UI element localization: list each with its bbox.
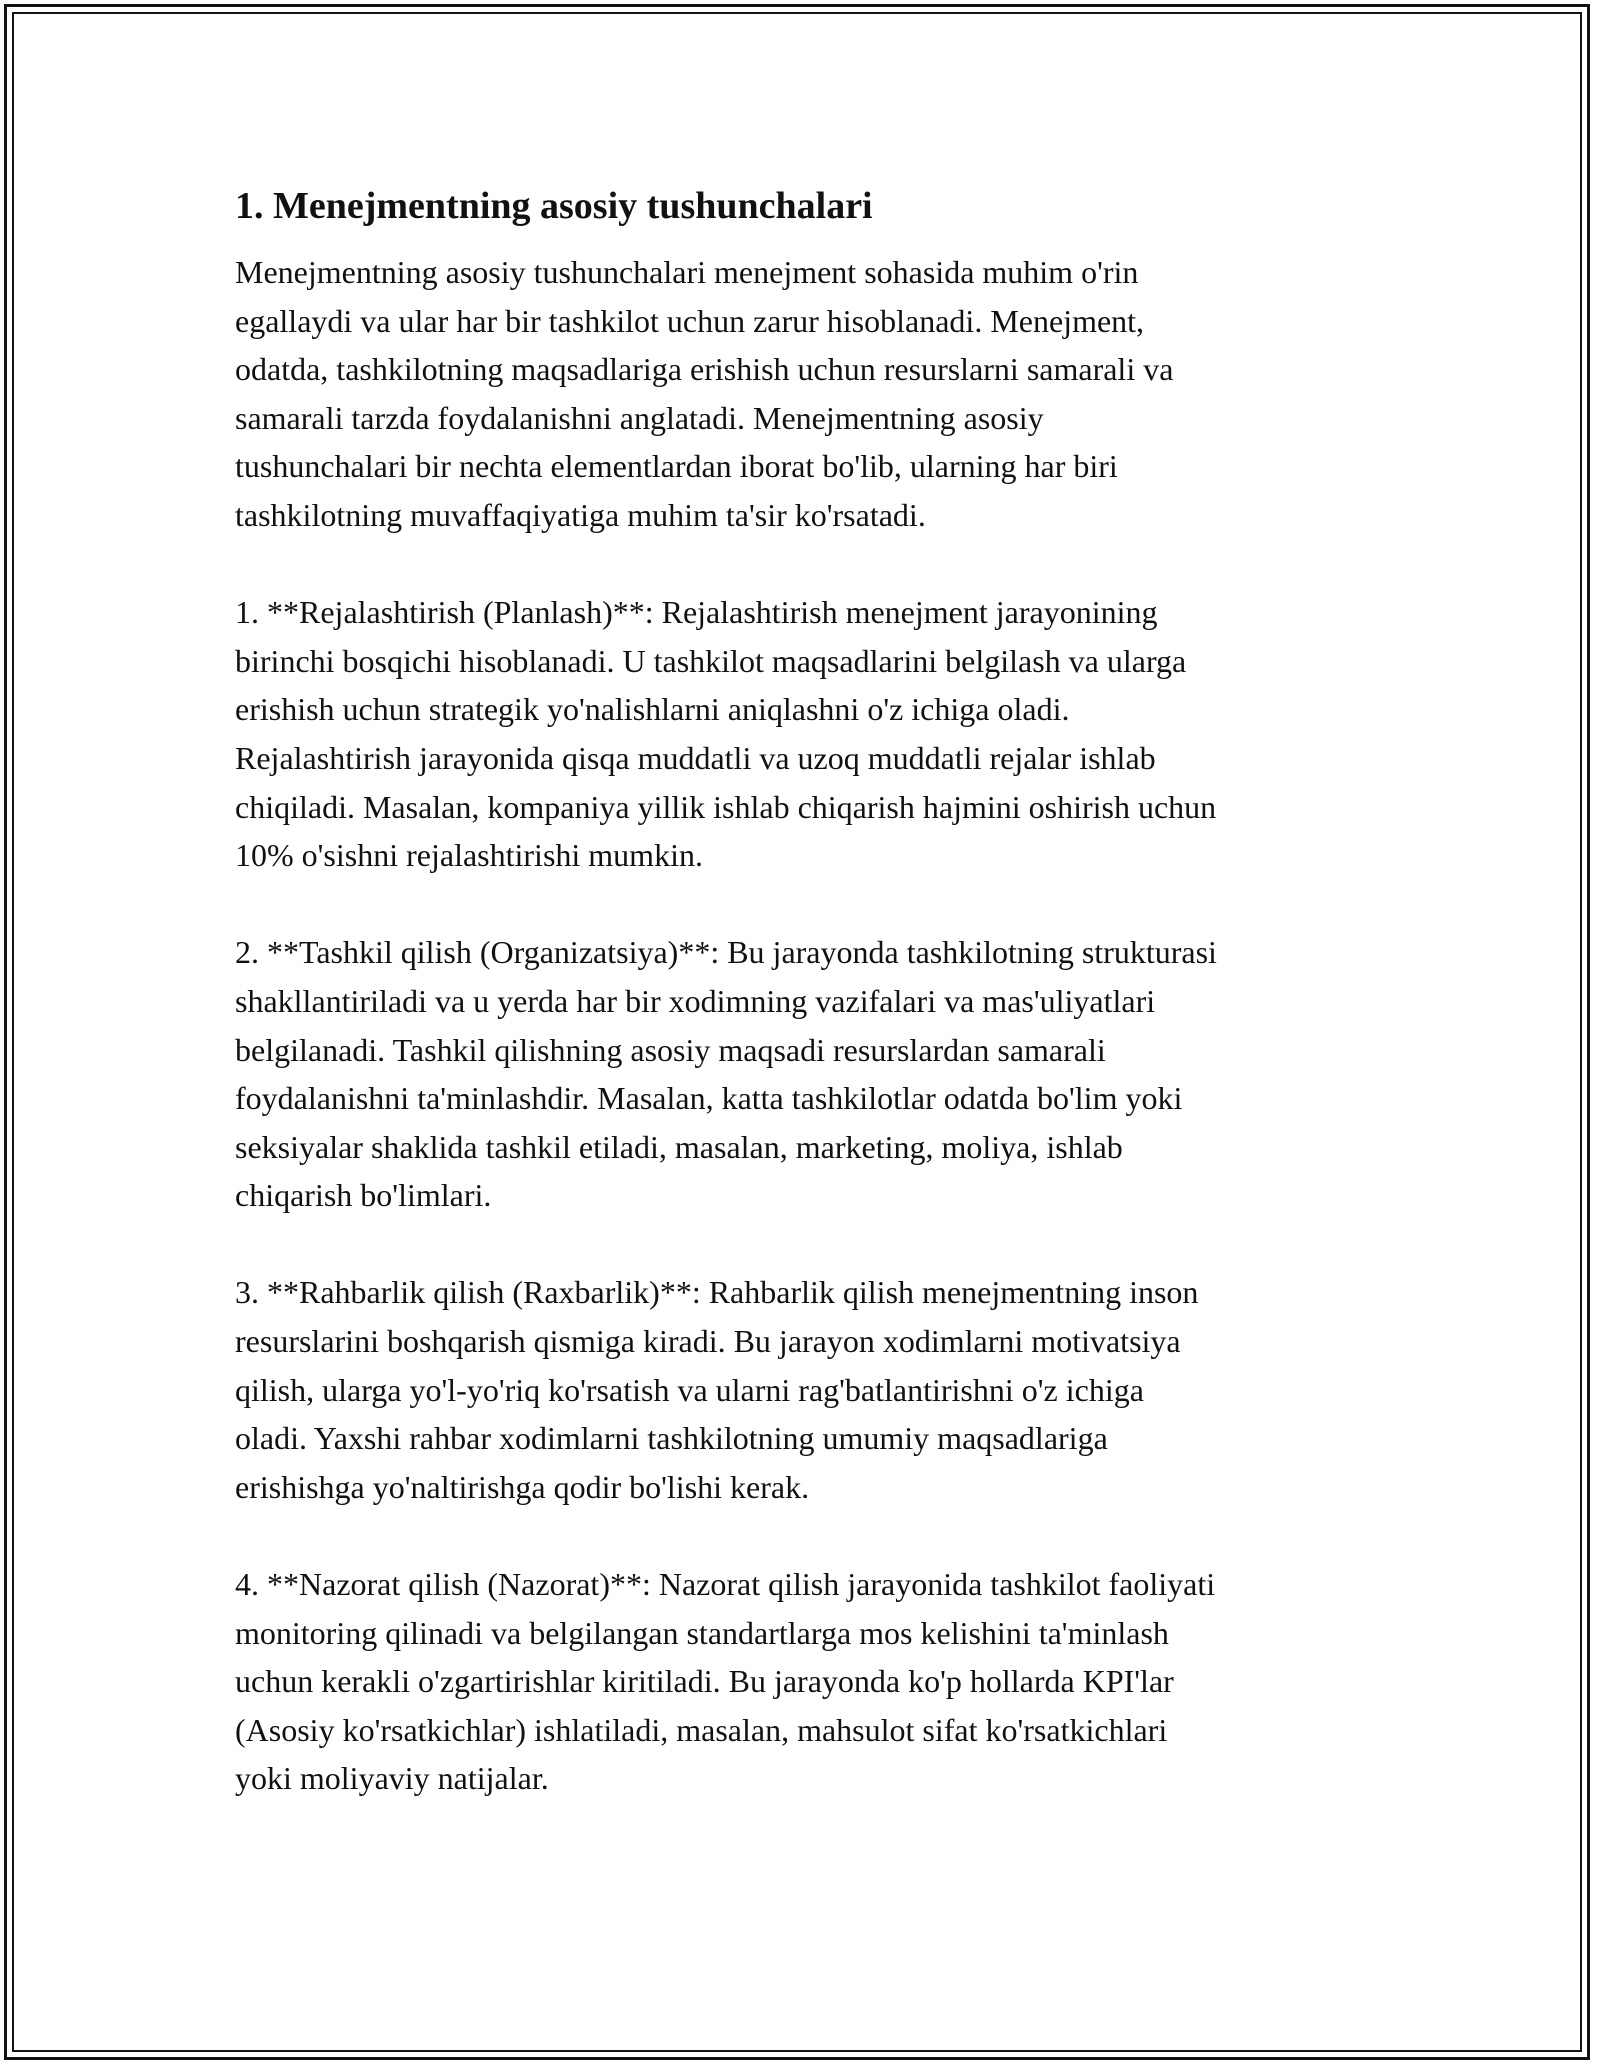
- text-line: (Asosiy ko'rsatkichlar) ishlatiladi, masalan, mahsulot sifat ko'rsatkichlari: [235, 1711, 1168, 1748]
- text-line: 4. **Nazorat qilish (Nazorat)**: Nazorat qilish jarayonida tashkilot faoliyati: [235, 1566, 1216, 1603]
- leading-paragraph: [235, 1268, 1365, 1511]
- text-line: seksiyalar shaklida tashkil etiladi, masalan, marketing, moliya, ishlab: [235, 1128, 1123, 1165]
- text-line: resurslarini boshqarish qismiga kiradi. Bu jarayon xodimlarni motivatsiya: [235, 1323, 1181, 1360]
- text-line: erishishga yo'naltirishga qodir bo'lishi kerak.: [235, 1468, 810, 1505]
- text-line: odatda, tashkilotning maqsadlariga erishish uchun resurslarni samarali va: [235, 351, 1174, 388]
- text-line: oladi. Yaxshi rahbar xodimlarni tashkilotning umumiy maqsadlariga: [235, 1420, 1108, 1457]
- text-line: tashkilotning muvaffaqiyatiga muhim ta'sir ko'rsatadi.: [235, 496, 926, 533]
- text-line: samarali tarzda foydalanishni anglatadi. Menejmentning asosiy: [235, 399, 1044, 436]
- text-line: belgilanadi. Tashkil qilishning asosiy maqsadi resurslardan samarali: [235, 1031, 1106, 1068]
- text-line: qilish, ularga yo'l-yo'riq ko'rsatish va ularni rag'batlantirishni o'z ichiga: [235, 1371, 1144, 1408]
- text-line: 3. **Rahbarlik qilish (Raxbarlik)**: Rahbarlik qilish menejmentning inson: [235, 1274, 1199, 1311]
- text-line: tushunchalari bir nechta elementlardan iborat bo'lib, ularning har biri: [235, 448, 1118, 485]
- text-line: monitoring qilinadi va belgilangan standartlarga mos kelishini ta'minlash: [235, 1614, 1169, 1651]
- text-line: foydalanishni ta'minlashdir. Masalan, katta tashkilotlar odatda bo'lim yoki: [235, 1080, 1183, 1117]
- document-title: 1. Menejmentning asosiy tushunchalari: [235, 185, 873, 227]
- organizing-paragraph: [235, 928, 1365, 1220]
- text-line: erishish uchun strategik yo'nalishlarni aniqlashni o'z ichiga oladi.: [235, 691, 1070, 728]
- text-line: egallaydi va ular har bir tashkilot uchun zarur hisoblanadi. Menejment,: [235, 302, 1145, 339]
- text-line: chiqiladi. Masalan, kompaniya yillik ishlab chiqarish hajmini oshirish uchun: [235, 788, 1217, 825]
- text-line: birinchi bosqichi hisoblanadi. U tashkilot maqsadlarini belgilash va ularga: [235, 642, 1187, 679]
- text-line: yoki moliyaviy natijalar.: [235, 1760, 549, 1797]
- intro-paragraph: [235, 248, 1365, 540]
- document-body: [235, 182, 1365, 1852]
- text-line: Rejalashtirish jarayonida qisqa muddatli va uzoq muddatli rejalar ishlab: [235, 739, 1156, 776]
- controlling-paragraph: [235, 1560, 1365, 1803]
- text-line: Menejmentning asosiy tushunchalari menejment sohasida muhim o'rin: [235, 254, 1139, 290]
- text-line: shakllantiriladi va u yerda har bir xodimning vazifalari va mas'uliyatlari: [235, 982, 1156, 1019]
- planning-paragraph: [235, 588, 1365, 880]
- text-line: uchun kerakli o'zgartirishlar kiritiladi. Bu jarayonda ko'p hollarda KPI'lar: [235, 1663, 1174, 1700]
- text-line: 10% o'sishni rejalashtirishi mumkin.: [235, 837, 703, 874]
- text-line: 2. **Tashkil qilish (Organizatsiya)**: Bu jarayonda tashkilotning strukturasi: [235, 934, 1217, 971]
- text-line: 1. **Rejalashtirish (Planlash)**: Rejalashtirish menejment jarayonining: [235, 594, 1158, 631]
- text-line: chiqarish bo'limlari.: [235, 1177, 492, 1214]
